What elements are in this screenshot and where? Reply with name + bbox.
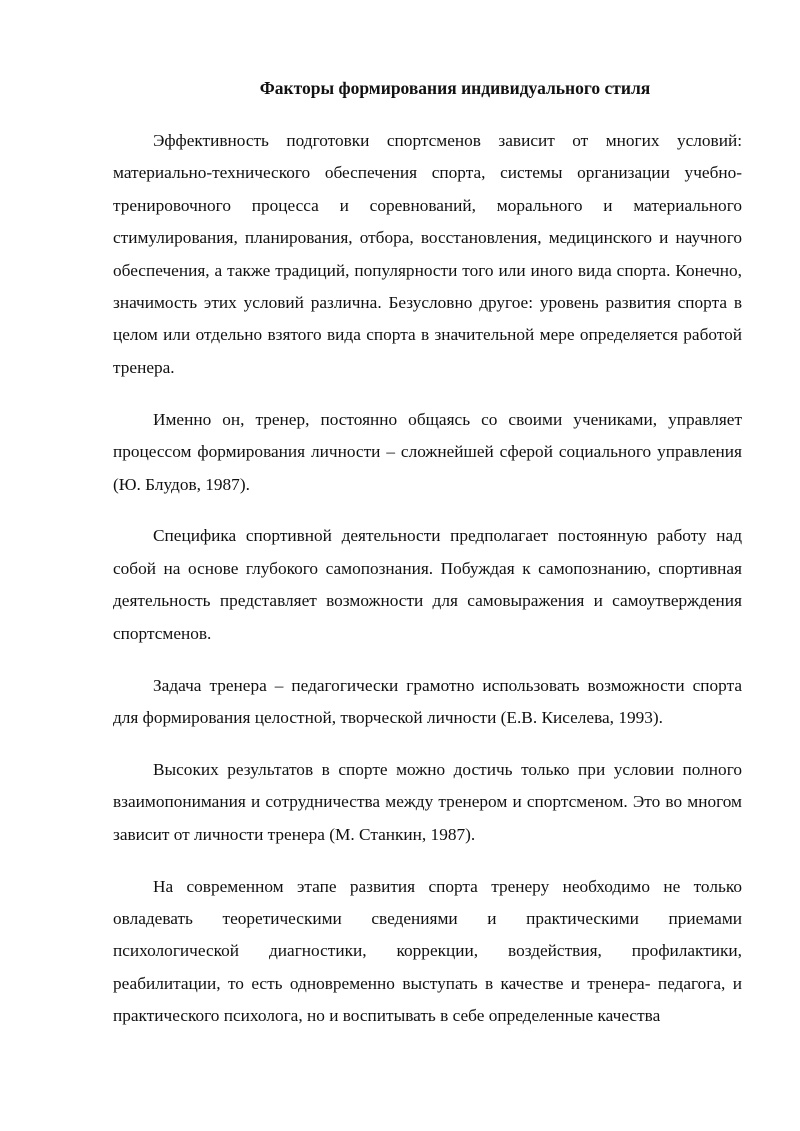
paragraph-2: Именно он, тренер, постоянно общаясь со своими учениками, управляет процессом формирования личности – сложнейшей сферой социального управления (Ю. Блудов, 1987). bbox=[113, 409, 742, 494]
document-body bbox=[113, 125, 742, 1033]
paragraph-6: На современном этапе развития спорта тренеру необходимо не только овладевать теоретическими сведениями и практическими приемами психологической диагностики, коррекции, воздействия, профилактики, реабилитации, то есть одновременно выступать в качестве и тренера- педагога, и практического психолога, но и воспитывать в себе определенные качества bbox=[113, 876, 742, 1026]
paragraph-3: Специфика спортивной деятельности предполагает постоянную работу над собой на основе глубокого самопознания. Побуждая к самопознанию, спортивная деятельность представляет возможности для самовыражения и самоутверждения спортсменов. bbox=[113, 526, 742, 643]
document-title: Факторы формирования индивидуального стиля bbox=[259, 78, 651, 98]
paragraph-5: Высоких результатов в спорте можно достичь только при условии полного взаимопонимания и сотрудничества между тренером и спортсменом. Это во многом зависит от личности тренера (М. Станкин, 1987). bbox=[113, 759, 742, 844]
paragraph-1: Эффективность подготовки спортсменов зависит от многих условий: материально-технического обеспечения спорта, системы организации учебно-тренировочного процесса и соревнований, морального и материального стимулирования, планирования, отбора, восстановления, медицинского и научного обеспечения, а также традиций, популярности того или иного вида спорта. Конечно, значимость этих условий различна. Безусловно другое: уровень развития спорта в целом или отдельно взятого вида спорта в значительной мере определяется работой тренера. bbox=[113, 131, 742, 377]
paragraph-4: Задача тренера – педагогически грамотно использовать возможности спорта для формирования целостной, творческой личности (Е.В. Киселева, 1993). bbox=[113, 675, 742, 727]
